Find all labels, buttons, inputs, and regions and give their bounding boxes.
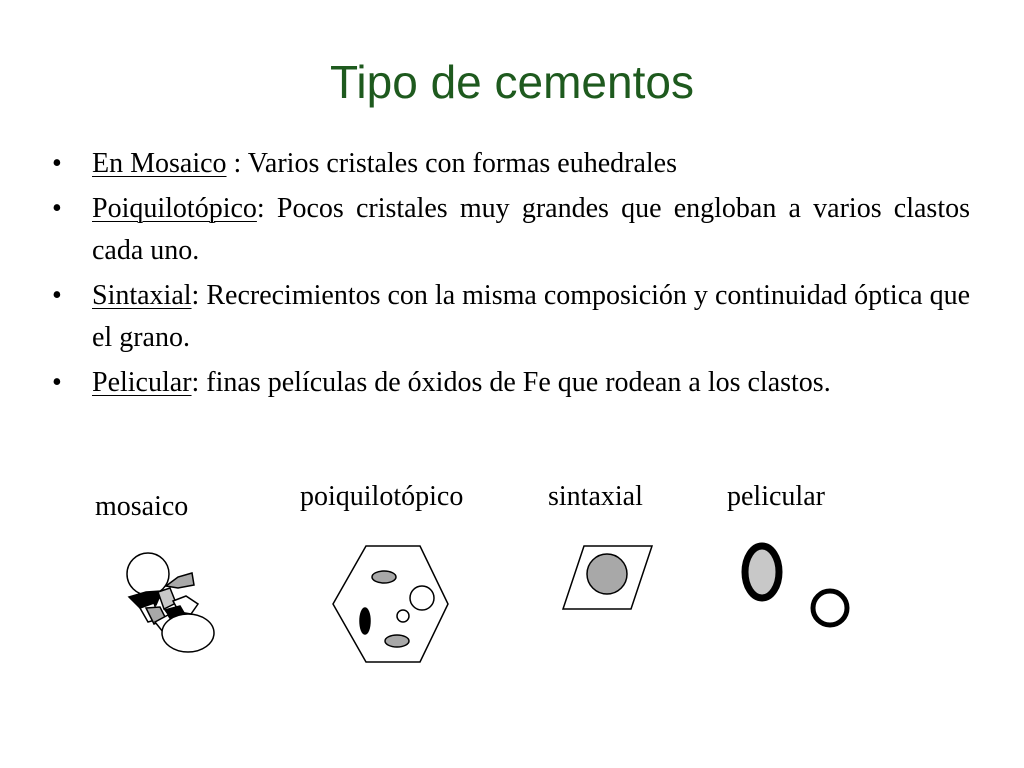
label-sintaxial: sintaxial xyxy=(548,481,643,512)
inclusion-clast xyxy=(372,571,396,583)
bullet-text: : Varios cristales con formas euhedrales xyxy=(226,148,677,179)
bullet-text: : Recrecimientos con la misma composición y continuidad óptica que el grano. xyxy=(92,280,970,353)
label-poiquilotopico: poiquilotópico xyxy=(300,481,464,512)
label-pelicular: pelicular xyxy=(727,481,825,512)
bullet-marker: • xyxy=(52,148,62,179)
bullet-marker: • xyxy=(52,280,62,311)
term-pelicular: Pelicular xyxy=(92,367,192,398)
pelicular-diagram xyxy=(745,546,847,625)
coated-grain xyxy=(813,591,847,625)
inclusion-clast xyxy=(397,610,409,622)
core-grain xyxy=(587,554,627,594)
mosaico-clast xyxy=(127,553,169,595)
sintaxial-diagram xyxy=(563,546,652,609)
bullet-text: : Pocos cristales muy grandes que engloban a varios clastos cada uno. xyxy=(92,193,970,266)
term-poiquilotopico: Poiquilotópico xyxy=(92,193,257,224)
coated-grain xyxy=(745,546,779,598)
mosaico-crystal xyxy=(166,573,194,588)
label-mosaico: mosaico xyxy=(95,491,189,522)
poiquilotopico-diagram xyxy=(333,546,448,662)
mosaico-crystal xyxy=(158,588,176,609)
inclusion-clast xyxy=(360,608,370,634)
bullet-marker: • xyxy=(52,367,62,398)
term-sintaxial: Sintaxial xyxy=(92,280,192,311)
term-en-mosaico: En Mosaico xyxy=(92,148,227,179)
mosaico-clast xyxy=(162,614,214,652)
inclusion-clast xyxy=(410,586,434,610)
bullet-text: : finas películas de óxidos de Fe que rodean a los clastos. xyxy=(191,367,831,398)
inclusion-clast xyxy=(385,635,409,647)
mosaico-diagram xyxy=(127,553,214,652)
slide-title: Tipo de cementos xyxy=(330,56,694,108)
bullet-marker: • xyxy=(52,193,62,224)
